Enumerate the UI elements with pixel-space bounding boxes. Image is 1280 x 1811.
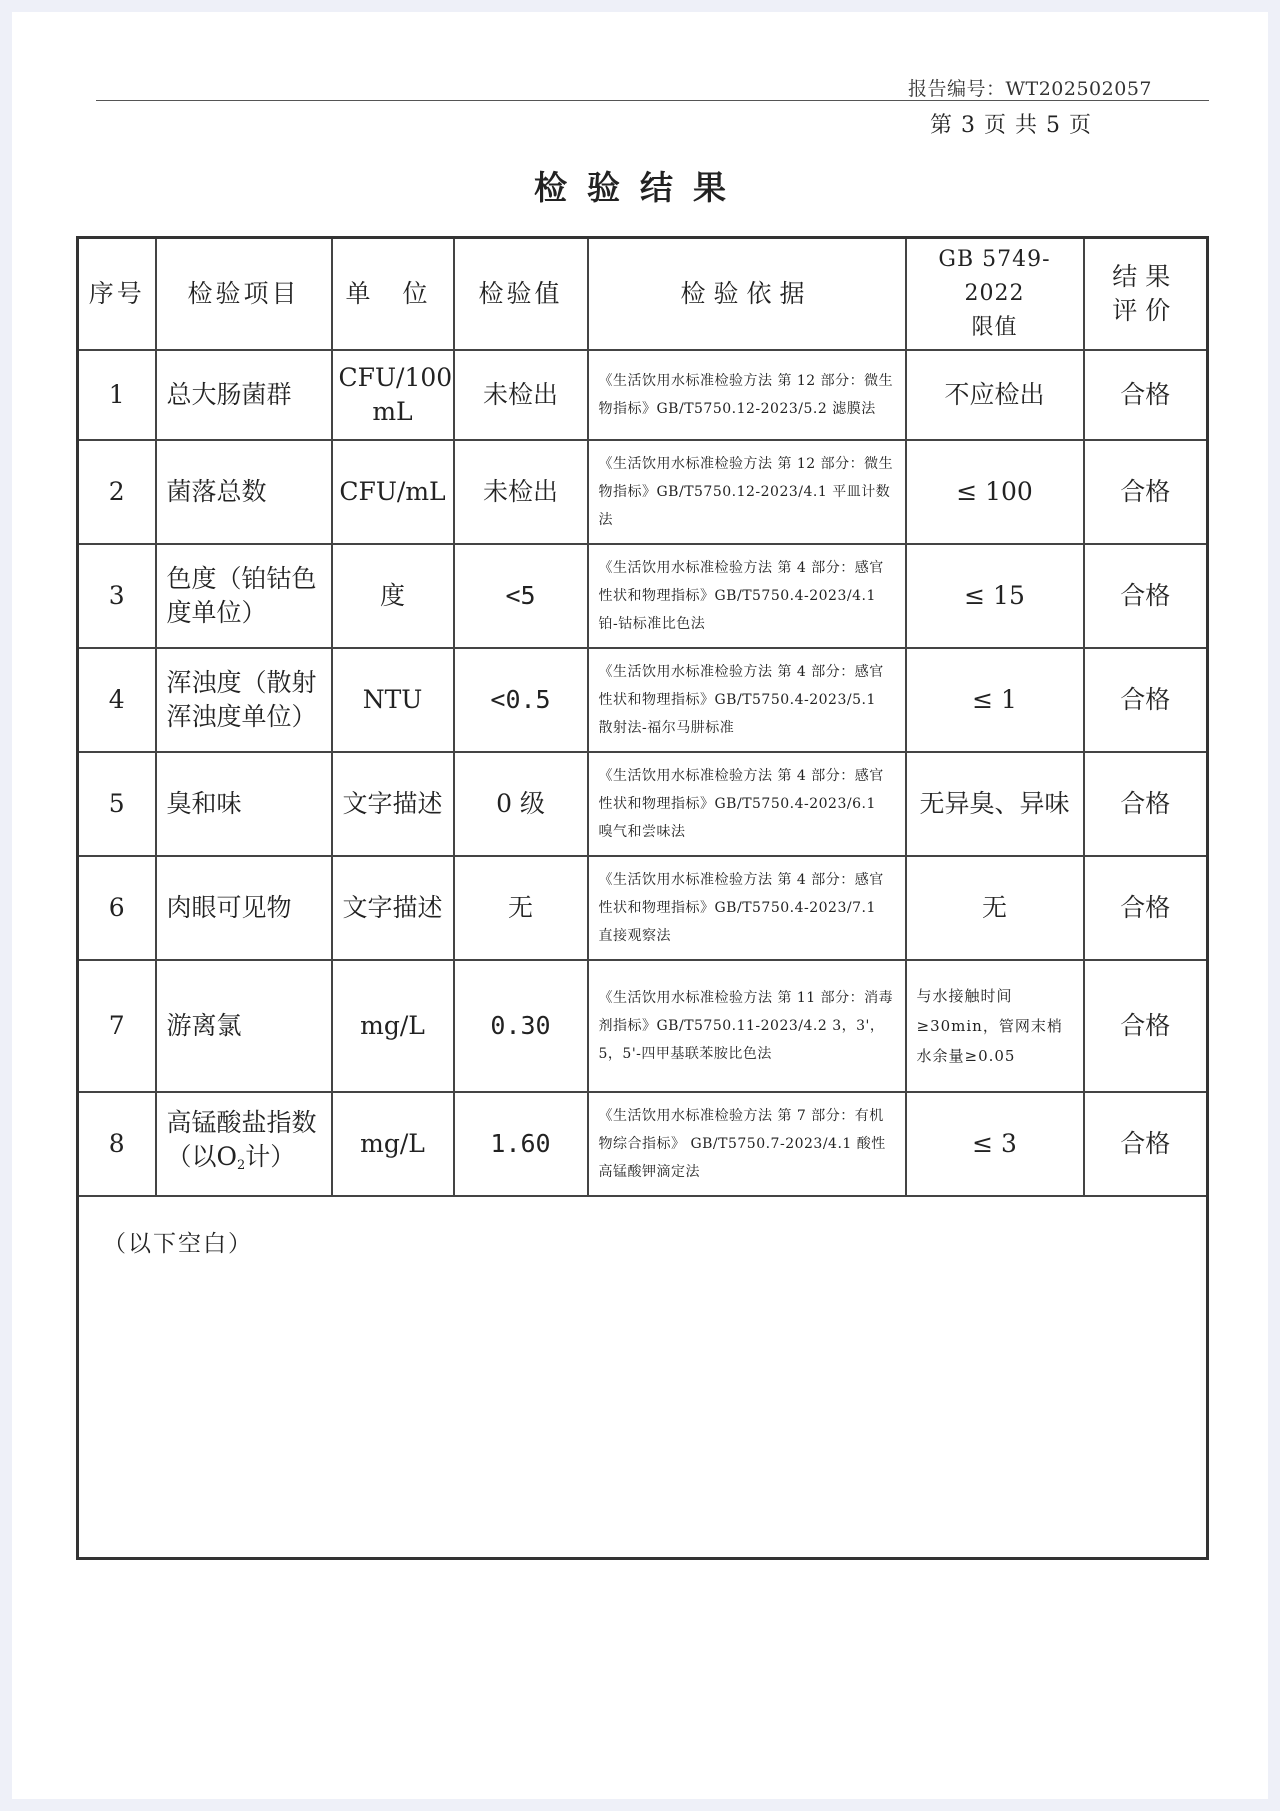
row-limit: ≤ 15 (906, 544, 1084, 648)
row-limit: 无 (906, 856, 1084, 960)
row-method: 《生活饮用水标准检验方法 第 11 部分：消毒剂指标》GB/T5750.11-2023/4.2 3，3'，5，5'-四甲基联苯胺比色法 (588, 960, 906, 1092)
row-result: 合格 (1084, 440, 1208, 544)
row-item: 色度（铂钴色度单位） (156, 544, 332, 648)
row-value: 0 级 (454, 752, 588, 856)
row-result: 合格 (1084, 752, 1208, 856)
row-value: <0.5 (454, 648, 588, 752)
header-item: 检验项目 (156, 238, 332, 351)
row-unit: 文字描述 (332, 752, 454, 856)
row-item-subscript: 2 (237, 1157, 246, 1173)
row-unit: mg/L (332, 960, 454, 1092)
row-limit: 无异臭、异味 (906, 752, 1084, 856)
row-result: 合格 (1084, 856, 1208, 960)
row-method: 《生活饮用水标准检验方法 第 4 部分：感官性状和物理指标》GB/T5750.4-2023/6.1 嗅气和尝味法 (588, 752, 906, 856)
table-row (78, 752, 1208, 856)
table-header-row (78, 238, 1208, 351)
header-result (1084, 238, 1208, 351)
row-method: 《生活饮用水标准检验方法 第 7 部分：有机物综合指标》 GB/T5750.7-2023/4.1 酸性高锰酸钾滴定法 (588, 1092, 906, 1196)
row-result: 合格 (1084, 960, 1208, 1092)
row-value: 0.30 (454, 960, 588, 1092)
row-limit: 不应检出 (906, 350, 1084, 440)
table-row (78, 350, 1208, 440)
header-result-line1: 结果 (1112, 262, 1179, 291)
report-number: 报告编号：WT202502057 (908, 78, 1152, 100)
row-unit: 度 (332, 544, 454, 648)
row-result: 合格 (1084, 1092, 1208, 1196)
row-method: 《生活饮用水标准检验方法 第 12 部分：微生物指标》GB/T5750.12-2023/5.2 滤膜法 (588, 350, 906, 440)
row-value: 未检出 (454, 350, 588, 440)
row-no: 3 (78, 544, 156, 648)
header-no: 序号 (78, 238, 156, 351)
row-value: 无 (454, 856, 588, 960)
table-row (78, 1092, 1208, 1196)
header-method: 检验依据 (588, 238, 906, 351)
row-method: 《生活饮用水标准检验方法 第 12 部分：微生物指标》GB/T5750.12-2023/4.1 平皿计数法 (588, 440, 906, 544)
row-value: 未检出 (454, 440, 588, 544)
table-row (78, 856, 1208, 960)
blank-note: （以下空白） (78, 1196, 1208, 1559)
row-method: 《生活饮用水标准检验方法 第 4 部分：感官性状和物理指标》GB/T5750.4-2023/5.1 散射法-福尔马肼标准 (588, 648, 906, 752)
header-divider (96, 100, 1209, 101)
table-row (78, 440, 1208, 544)
row-no: 8 (78, 1092, 156, 1196)
row-unit: mg/L (332, 1092, 454, 1196)
blank-row (78, 1196, 1208, 1559)
row-item: 游离氯 (156, 960, 332, 1092)
row-result: 合格 (1084, 648, 1208, 752)
table-row (78, 544, 1208, 648)
header-limit (906, 238, 1084, 351)
row-result: 合格 (1084, 544, 1208, 648)
row-item: 臭和味 (156, 752, 332, 856)
row-result: 合格 (1084, 350, 1208, 440)
row-limit: ≤ 1 (906, 648, 1084, 752)
header-result-line2: 评价 (1112, 296, 1179, 325)
row-item-tail: 计） (245, 1141, 296, 1171)
row-value: 1.60 (454, 1092, 588, 1196)
row-unit: 文字描述 (332, 856, 454, 960)
row-no: 7 (78, 960, 156, 1092)
row-item: 浑浊度（散射浑浊度单位） (156, 648, 332, 752)
table-row (78, 960, 1208, 1092)
row-unit: CFU/mL (332, 440, 454, 544)
header-limit-standard: GB 5749-2022 (938, 247, 1051, 306)
row-limit: ≤ 3 (906, 1092, 1084, 1196)
row-item-main: 高锰酸盐指数（以O (166, 1107, 317, 1171)
row-limit: 与水接触时间≥30min，管网末梢水余量≥0.05 (906, 960, 1084, 1092)
row-no: 5 (78, 752, 156, 856)
page-title: 检验结果 (534, 168, 746, 207)
row-item: 总大肠菌群 (156, 350, 332, 440)
row-item: 肉眼可见物 (156, 856, 332, 960)
row-value: <5 (454, 544, 588, 648)
header-unit: 单 位 (332, 238, 454, 351)
row-item: 菌落总数 (156, 440, 332, 544)
header-value: 检验值 (454, 238, 588, 351)
row-unit: CFU/100 mL (332, 350, 454, 440)
results-table (76, 236, 1209, 1560)
page-number: 第 3 页 共 5 页 (930, 113, 1092, 138)
header-limit-label: 限值 (971, 315, 1018, 340)
table-row (78, 648, 1208, 752)
row-no: 2 (78, 440, 156, 544)
row-method: 《生活饮用水标准检验方法 第 4 部分：感官性状和物理指标》GB/T5750.4-2023/7.1 直接观察法 (588, 856, 906, 960)
row-no: 4 (78, 648, 156, 752)
row-limit: ≤ 100 (906, 440, 1084, 544)
row-no: 1 (78, 350, 156, 440)
row-item (156, 1092, 332, 1196)
row-method: 《生活饮用水标准检验方法 第 4 部分：感官性状和物理指标》GB/T5750.4-2023/4.1 铂-钴标准比色法 (588, 544, 906, 648)
row-unit: NTU (332, 648, 454, 752)
row-no: 6 (78, 856, 156, 960)
